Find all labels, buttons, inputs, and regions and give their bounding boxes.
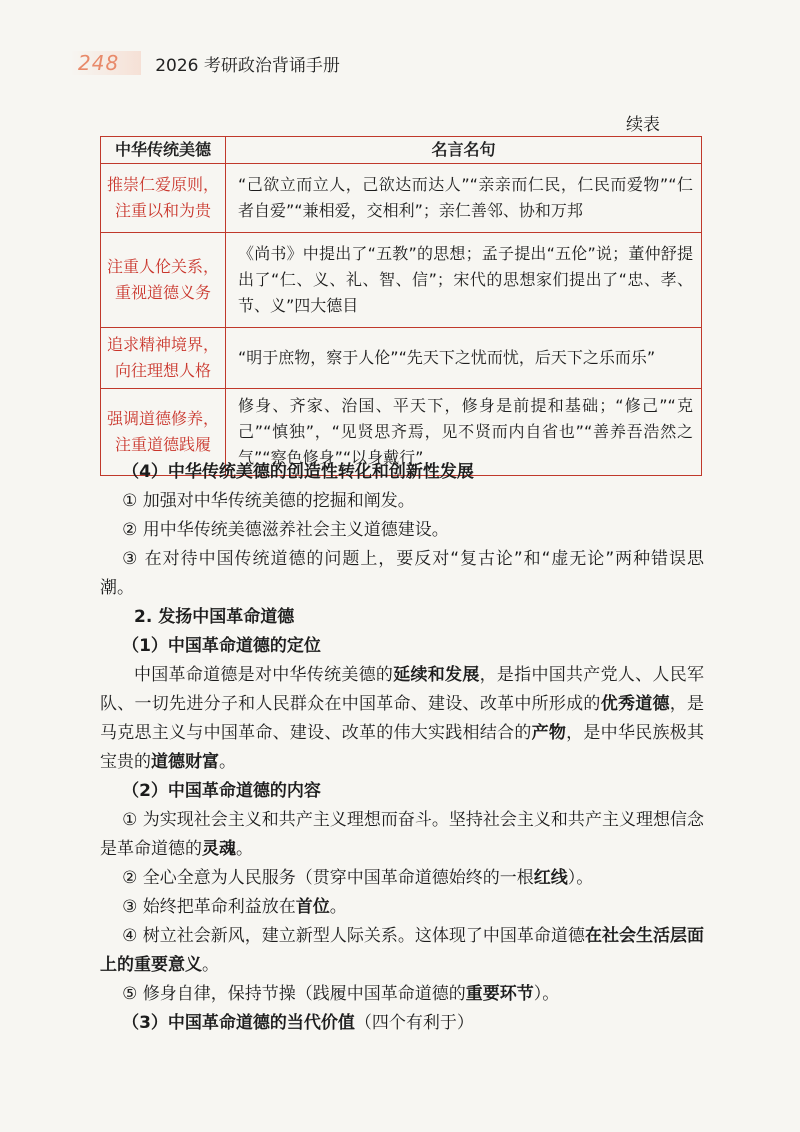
virtue-cell: 强调道德修养，注重道德践履 — [101, 389, 226, 476]
positioning-paragraph: 中国革命道德是对中华传统美德的延续和发展，是指中国共产党人、人民军队、一切先进分子和人民群众在中国革命、建设、改革中所形成的优秀道德，是马克思主义与中国革命、建设、改革的伟大实践相结合的产物，是中华民族极其宝贵的道德财富。 — [100, 665, 705, 772]
list-item: ② 用中华传统美德滋养社会主义道德建设。 — [122, 520, 449, 540]
column-header-virtue: 中华传统美德 — [101, 137, 226, 164]
list-item: ① 加强对中华传统美德的挖掘和阐发。 — [122, 491, 415, 511]
column-header-quotes: 名言名句 — [226, 137, 702, 164]
list-item: ② 全心全意为人民服务（贯穿中国革命道德始终的一根红线）。 — [122, 868, 594, 888]
virtue-cell: 注重人伦关系，重视道德义务 — [101, 233, 226, 328]
virtue-cell: 追求精神境界，向往理想人格 — [101, 328, 226, 389]
table-row — [101, 233, 702, 328]
list-item: ③ 在对待中国传统道德的问题上，要反对“复古论”和“虚无论”两种错误思潮。 — [100, 549, 704, 598]
virtues-quotes-table — [100, 136, 702, 476]
list-item: ③ 始终把革命利益放在首位。 — [122, 897, 347, 917]
section-4-heading: （4）中华传统美德的创造性转化和创新性发展 — [122, 462, 474, 482]
subsection-1-heading: （1）中国革命道德的定位 — [122, 636, 321, 656]
body-text — [100, 458, 704, 1038]
continued-label: 续表 — [626, 115, 660, 135]
page-header — [70, 48, 340, 78]
quotes-cell: 修身、齐家、治国、平天下，修身是前提和基础；“修己”“克己”“慎独”，“见贤思齐焉，见不贤而内自省也”“善养吾浩然之气”“察色修身”“以身戴行” — [226, 389, 702, 476]
part-2-heading: 2. 发扬中国革命道德 — [134, 607, 295, 627]
list-item: ⑤ 修身自律，保持节操（践履中国革命道德的重要环节）。 — [122, 984, 560, 1004]
table-header-row — [101, 137, 702, 164]
table-row — [101, 328, 702, 389]
page-number: 248 — [70, 51, 141, 75]
quotes-cell: “己欲立而立人，己欲达而达人”“亲亲而仁民，仁民而爱物”“仁者自爱”“兼相爱，交相利”；亲仁善邻、协和万邦 — [226, 164, 702, 233]
subsection-3-heading: （3）中国革命道德的当代价值（四个有利于） — [122, 1013, 474, 1033]
quotes-cell: 《尚书》中提出了“五教”的思想；孟子提出“五伦”说；董仲舒提出了“仁、义、礼、智、信”；宋代的思想家们提出了“忠、孝、节、义”四大德目 — [226, 233, 702, 328]
virtue-cell: 推崇仁爱原则，注重以和为贵 — [101, 164, 226, 233]
subsection-2-heading: （2）中国革命道德的内容 — [122, 781, 321, 801]
table-row — [101, 164, 702, 233]
book-title: 2026 考研政治背诵手册 — [155, 55, 340, 76]
list-item: ① 为实现社会主义和共产主义理想而奋斗。坚持社会主义和共产主义理想信念是革命道德的灵魂。 — [100, 810, 704, 859]
list-item: ④ 树立社会新风，建立新型人际关系。这体现了中国革命道德在社会生活层面上的重要意义。 — [100, 926, 704, 975]
quotes-cell: “明于庶物，察于人伦”“先天下之忧而忧，后天下之乐而乐” — [226, 328, 702, 389]
